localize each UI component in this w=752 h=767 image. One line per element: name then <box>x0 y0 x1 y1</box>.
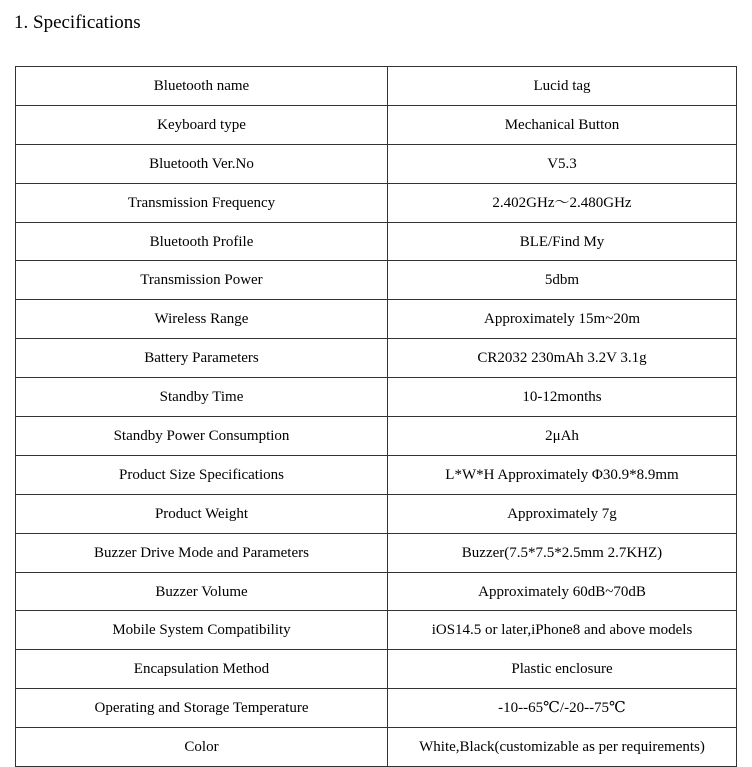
spec-name: Bluetooth name <box>16 67 388 106</box>
table-row <box>16 689 737 728</box>
spec-name: Product Weight <box>16 494 388 533</box>
spec-value: V5.3 <box>388 144 737 183</box>
spec-value: L*W*H Approximately Φ30.9*8.9mm <box>388 455 737 494</box>
spec-name: Buzzer Drive Mode and Parameters <box>16 533 388 572</box>
spec-value: 2.402GHz～2.480GHz <box>388 183 737 222</box>
table-row <box>16 494 737 533</box>
spec-name: Battery Parameters <box>16 339 388 378</box>
spec-name: Bluetooth Ver.No <box>16 144 388 183</box>
spec-value: 5dbm <box>388 261 737 300</box>
spec-value: iOS14.5 or later,iPhone8 and above models <box>388 611 737 650</box>
table-row <box>16 533 737 572</box>
spec-name: Operating and Storage Temperature <box>16 689 388 728</box>
spec-value: Approximately 15m~20m <box>388 300 737 339</box>
spec-value: CR2032 230mAh 3.2V 3.1g <box>388 339 737 378</box>
spec-value: -10--65℃/-20--75℃ <box>388 689 737 728</box>
spec-name: Bluetooth Profile <box>16 222 388 261</box>
spec-name: Transmission Frequency <box>16 183 388 222</box>
spec-value: Approximately 60dB~70dB <box>388 572 737 611</box>
spec-name: Product Size Specifications <box>16 455 388 494</box>
spec-name: Color <box>16 728 388 767</box>
table-row <box>16 455 737 494</box>
spec-value: 10-12months <box>388 378 737 417</box>
table-row <box>16 144 737 183</box>
spec-name: Buzzer Volume <box>16 572 388 611</box>
specifications-table <box>15 66 737 767</box>
spec-name: Standby Power Consumption <box>16 417 388 456</box>
table-row <box>16 105 737 144</box>
table-row <box>16 611 737 650</box>
table-row <box>16 300 737 339</box>
table-row <box>16 572 737 611</box>
table-row <box>16 339 737 378</box>
spec-value: BLE/Find My <box>388 222 737 261</box>
table-row <box>16 728 737 767</box>
spec-value: Buzzer(7.5*7.5*2.5mm 2.7KHZ) <box>388 533 737 572</box>
table-row <box>16 183 737 222</box>
spec-value: Approximately 7g <box>388 494 737 533</box>
table-row <box>16 222 737 261</box>
table-row <box>16 650 737 689</box>
spec-name: Keyboard type <box>16 105 388 144</box>
table-row <box>16 417 737 456</box>
table-row <box>16 261 737 300</box>
spec-value: Plastic enclosure <box>388 650 737 689</box>
table-row <box>16 378 737 417</box>
section-heading: 1. Specifications <box>14 12 141 33</box>
spec-name: Wireless Range <box>16 300 388 339</box>
spec-value: 2μAh <box>388 417 737 456</box>
spec-name: Standby Time <box>16 378 388 417</box>
spec-name: Mobile System Compatibility <box>16 611 388 650</box>
spec-value: White,Black(customizable as per requirements) <box>388 728 737 767</box>
spec-name: Transmission Power <box>16 261 388 300</box>
table-row <box>16 67 737 106</box>
spec-value: Mechanical Button <box>388 105 737 144</box>
spec-value: Lucid tag <box>388 67 737 106</box>
spec-name: Encapsulation Method <box>16 650 388 689</box>
